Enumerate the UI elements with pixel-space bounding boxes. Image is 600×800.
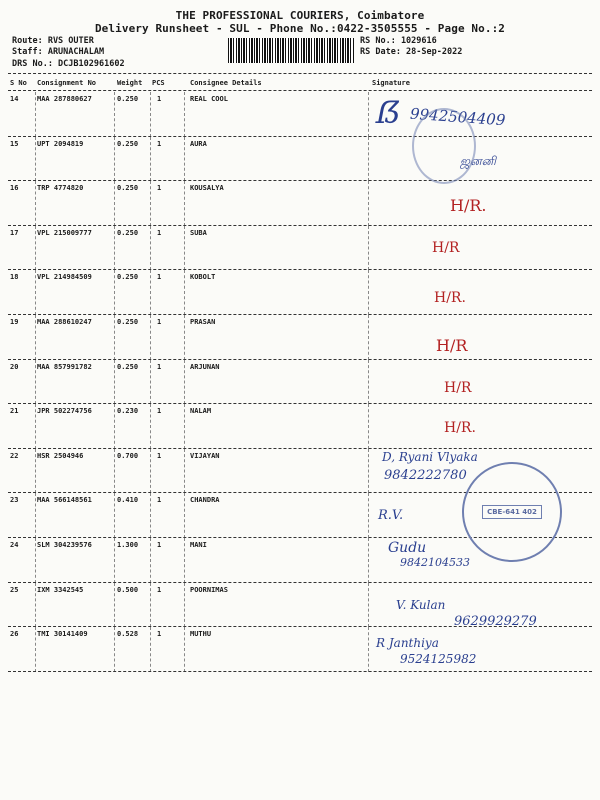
column-separator	[150, 493, 151, 538]
barcode	[228, 38, 354, 63]
column-separator	[150, 137, 151, 182]
column-divider	[8, 90, 592, 91]
phone-26: 9524125982	[400, 652, 477, 666]
col-weight: Weight	[117, 79, 143, 87]
row-pcs: 1	[157, 318, 162, 326]
row-consignment: MAA 857991782	[37, 362, 92, 371]
row-weight: 0.410	[117, 496, 139, 505]
row-consignment: MAA 287880627	[37, 95, 92, 103]
row-pcs: 1	[157, 95, 162, 103]
row-sno: 15	[10, 139, 19, 148]
row-divider	[8, 671, 592, 672]
column-separator	[368, 270, 369, 315]
row-consignment: MAA 288610247	[37, 318, 92, 326]
column-separator	[35, 493, 36, 538]
row-consignment: TRP 4774820	[37, 184, 84, 193]
column-separator	[184, 226, 185, 271]
row-consignee: MANI	[190, 541, 207, 549]
row-weight: 0.250	[117, 318, 139, 326]
rs-number: RS No.: 1029616	[360, 36, 437, 46]
column-separator	[114, 538, 115, 583]
phone-24: 9842104533	[400, 556, 470, 569]
column-separator	[114, 627, 115, 672]
signature-21: H/R.	[444, 420, 476, 436]
column-separator	[368, 627, 369, 672]
row-sno: 17	[10, 228, 19, 237]
row-sno: 20	[10, 362, 19, 371]
column-separator	[35, 538, 36, 583]
signature-17: H/R	[432, 240, 460, 256]
row-consignment: JPR 502274756	[37, 407, 92, 416]
signature-20: H/R	[444, 380, 472, 396]
signature-scribble: ẞ	[376, 96, 401, 131]
column-separator	[114, 315, 115, 360]
table-row	[0, 137, 600, 182]
column-separator	[114, 137, 115, 182]
column-separator	[114, 226, 115, 271]
column-separator	[35, 360, 36, 405]
row-consignment: MAA 566148561	[37, 496, 92, 505]
signature-19: H/R	[436, 336, 468, 355]
row-pcs: 1	[157, 630, 162, 639]
row-pcs: 1	[157, 496, 162, 505]
column-separator	[35, 583, 36, 628]
row-consignee: PRASAN	[190, 318, 216, 326]
row-consignee: REAL COOL	[190, 95, 228, 103]
column-separator	[35, 404, 36, 449]
row-weight: 0.250	[117, 95, 139, 103]
office-stamp-top	[412, 108, 476, 184]
column-separator	[114, 404, 115, 449]
column-separator	[368, 538, 369, 583]
row-consignment: VPL 214984509	[37, 273, 92, 282]
col-signature: Signature	[372, 79, 410, 87]
row-weight: 0.528	[117, 630, 139, 639]
stamp-text: CBE-641 402	[482, 505, 542, 519]
column-separator	[35, 137, 36, 182]
column-separator	[114, 92, 115, 137]
row-sno: 16	[10, 184, 19, 193]
table-row	[0, 315, 600, 360]
column-separator	[368, 583, 369, 628]
column-separator	[368, 360, 369, 405]
table-row	[0, 181, 600, 226]
row-pcs: 1	[157, 541, 162, 549]
row-sno: 24	[10, 541, 19, 549]
column-separator	[35, 449, 36, 494]
signature-18: H/R.	[434, 290, 466, 306]
column-separator	[184, 92, 185, 137]
row-sno: 18	[10, 273, 19, 282]
row-sno: 22	[10, 451, 19, 460]
column-separator	[184, 538, 185, 583]
table-row	[0, 226, 600, 271]
column-separator	[114, 449, 115, 494]
row-weight: 0.250	[117, 273, 139, 282]
column-separator	[35, 226, 36, 271]
drs-number: DRS No.: DCJB102961602	[12, 59, 125, 69]
signature-25: V. Kulan	[396, 598, 446, 612]
column-separator	[184, 449, 185, 494]
column-separator	[184, 315, 185, 360]
column-separator	[184, 627, 185, 672]
column-separator	[35, 92, 36, 137]
row-pcs: 1	[157, 184, 162, 193]
column-separator	[35, 270, 36, 315]
row-sno: 21	[10, 407, 19, 416]
row-consignee: KOUSALYA	[190, 184, 224, 193]
column-separator	[114, 360, 115, 405]
col-sno: S No	[10, 79, 27, 87]
signature-15: ஜனனி	[460, 154, 496, 168]
column-separator	[150, 92, 151, 137]
column-separator	[368, 181, 369, 226]
row-weight: 0.500	[117, 585, 139, 594]
column-separator	[184, 360, 185, 405]
row-consignee: AURA	[190, 139, 207, 148]
column-separator	[150, 583, 151, 628]
table-row	[0, 270, 600, 315]
route-label: Route: RVS OUTER	[12, 36, 94, 46]
row-pcs: 1	[157, 228, 162, 237]
row-consignee: MUTHU	[190, 630, 212, 639]
row-pcs: 1	[157, 362, 162, 371]
row-sno: 14	[10, 95, 19, 103]
row-weight: 0.250	[117, 184, 139, 193]
office-stamp	[462, 462, 562, 562]
table-row	[0, 404, 600, 449]
row-pcs: 1	[157, 407, 162, 416]
col-consignee: Consignee Details	[190, 79, 262, 87]
column-separator	[368, 92, 369, 137]
column-separator	[368, 226, 369, 271]
phone-22: 9842222780	[384, 468, 467, 483]
row-consignee: NALAM	[190, 407, 212, 416]
column-separator	[368, 137, 369, 182]
column-separator	[184, 493, 185, 538]
row-pcs: 1	[157, 451, 162, 460]
column-separator	[114, 270, 115, 315]
column-separator	[184, 137, 185, 182]
row-consignee: POORNIMAS	[190, 585, 228, 594]
col-consignment: Consignment No	[37, 79, 97, 87]
row-consignment: IXM 3342545	[37, 585, 84, 594]
row-consignee: CHANDRA	[190, 496, 220, 505]
column-separator	[184, 404, 185, 449]
row-consignee: ARJUNAN	[190, 362, 220, 371]
row-weight: 0.250	[117, 362, 139, 371]
column-separator	[184, 583, 185, 628]
row-consignment: TMI 30141409	[37, 630, 88, 639]
signature-23: R.V.	[378, 508, 404, 523]
row-weight: 0.250	[117, 228, 139, 237]
row-sno: 26	[10, 630, 19, 639]
column-separator	[368, 315, 369, 360]
column-separator	[368, 449, 369, 494]
row-weight: 1.300	[117, 541, 139, 549]
row-weight: 0.230	[117, 407, 139, 416]
column-separator	[150, 360, 151, 405]
signature-22: D, Ryani Vlyaka	[382, 450, 478, 464]
row-consignment: UPT 2094819	[37, 139, 84, 148]
column-separator	[114, 583, 115, 628]
row-pcs: 1	[157, 139, 162, 148]
signature-16: H/R.	[450, 196, 487, 215]
signature-24: Gudu	[388, 540, 427, 556]
column-separator	[114, 181, 115, 226]
column-separator	[184, 181, 185, 226]
signature-14: 9942504409	[409, 104, 506, 130]
row-sno: 23	[10, 496, 19, 505]
col-pcs: PCS	[152, 79, 165, 87]
header-divider	[8, 73, 592, 74]
row-consignee: SUBA	[190, 228, 207, 237]
column-separator	[184, 270, 185, 315]
row-consignment: HSR 2504946	[37, 451, 84, 460]
row-consignment: VPL 215009777	[37, 228, 92, 237]
column-separator	[150, 270, 151, 315]
table-row	[0, 92, 600, 137]
row-pcs: 1	[157, 273, 162, 282]
column-separator	[150, 449, 151, 494]
signature-26: R Janthiya	[376, 636, 439, 650]
row-consignment: SLM 304239576	[37, 541, 92, 549]
phone-25: 9629929279	[454, 614, 537, 629]
column-separator	[150, 226, 151, 271]
column-separator	[35, 627, 36, 672]
column-separator	[35, 315, 36, 360]
rs-date: RS Date: 28-Sep-2022	[360, 47, 463, 57]
column-separator	[150, 315, 151, 360]
column-separator	[368, 493, 369, 538]
table-row	[0, 627, 600, 672]
table-row	[0, 360, 600, 405]
row-sno: 25	[10, 585, 19, 594]
column-separator	[150, 404, 151, 449]
row-weight: 0.700	[117, 451, 139, 460]
column-separator	[368, 404, 369, 449]
document-subtitle: Delivery Runsheet - SUL - Phone No.:0422-3505555 - Page No.:2	[94, 22, 506, 35]
column-separator	[150, 181, 151, 226]
column-separator	[35, 181, 36, 226]
staff-label: Staff: ARUNACHALAM	[12, 47, 105, 57]
row-consignee: KOBOLT	[190, 273, 216, 282]
column-separator	[114, 493, 115, 538]
column-separator	[150, 538, 151, 583]
document-title: THE PROFESSIONAL COURIERS, Coimbatore	[175, 9, 425, 22]
column-separator	[150, 627, 151, 672]
row-sno: 19	[10, 318, 19, 326]
row-pcs: 1	[157, 585, 162, 594]
row-consignee: VIJAYAN	[190, 451, 220, 460]
row-weight: 0.250	[117, 139, 139, 148]
